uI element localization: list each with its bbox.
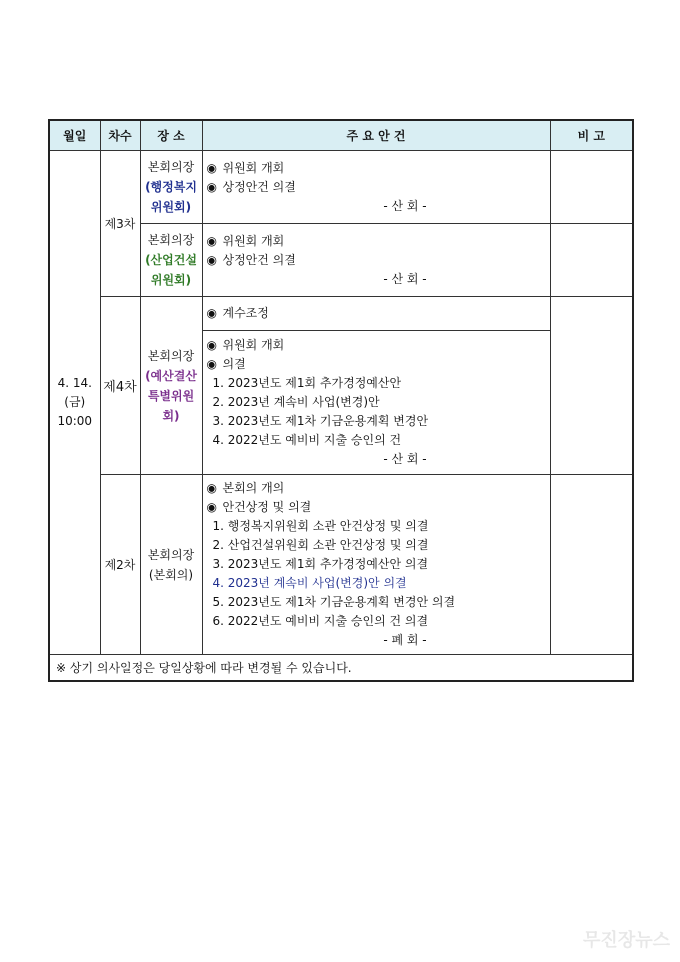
agenda-item: 3. 2023년도 제1회 추가경정예산안 의결 bbox=[212, 557, 429, 571]
header-session: 차수 bbox=[100, 120, 140, 151]
header-remarks: 비 고 bbox=[550, 120, 633, 151]
date-day: 4. 14. bbox=[57, 376, 92, 390]
remarks-cell bbox=[550, 297, 633, 475]
agenda-cell bbox=[202, 475, 550, 655]
header-row bbox=[49, 120, 633, 151]
agenda-bullet: ◉ 본회의 개의 bbox=[207, 479, 544, 498]
watermark-logo: 무진장뉴스 bbox=[583, 930, 670, 951]
agenda-bullet: ◉ 상정안건 의결 bbox=[207, 178, 544, 197]
agenda-cell bbox=[202, 331, 550, 475]
header-place: 장 소 bbox=[140, 120, 202, 151]
agenda-cell bbox=[202, 151, 550, 224]
schedule-table bbox=[48, 119, 634, 682]
session-label: 제4차 bbox=[100, 297, 140, 475]
bullet-icon: ◉ bbox=[206, 481, 217, 495]
remarks-cell bbox=[550, 224, 633, 297]
agenda-item: 5. 2023년도 제1차 기금운용계획 변경안 의결 bbox=[212, 595, 456, 609]
place-name: 본회의장 bbox=[147, 547, 195, 562]
bullet-icon: ◉ bbox=[206, 357, 217, 371]
place-cell bbox=[140, 224, 202, 297]
agenda-item: 1. 행정복지위원회 소관 안건상정 및 의결 bbox=[212, 519, 429, 533]
agenda-bullet: ◉ 위원회 개회 bbox=[207, 232, 544, 251]
agenda-bullet: ◉ 상정안건 의결 bbox=[207, 251, 544, 270]
agenda-bullet: ◉ 위원회 개회 bbox=[207, 336, 544, 355]
agenda-item: 4. 2023년 계속비 사업(변경)안 의결 bbox=[212, 576, 407, 590]
committee-name: 특별위원회) bbox=[147, 388, 195, 423]
session-label: 제3차 bbox=[100, 151, 140, 297]
bullet-icon: ◉ bbox=[206, 179, 217, 194]
date-time: 10:00 bbox=[57, 414, 93, 428]
agenda-cell bbox=[202, 224, 550, 297]
committee-name: 위원회) bbox=[150, 273, 192, 287]
agenda-item: 1. 2023년도 제1회 추가경정예산안 bbox=[212, 376, 402, 390]
bullet-icon: ◉ bbox=[206, 233, 217, 248]
agenda-item: 2. 산업건설위원회 소관 안건상정 및 의결 bbox=[212, 538, 429, 552]
agenda-bullet: ◉ 위원회 개회 bbox=[207, 159, 544, 178]
agenda-bullet: ◉ 의결 bbox=[207, 355, 544, 374]
agenda-cell bbox=[202, 297, 550, 331]
place-name: 본회의장 bbox=[147, 160, 195, 174]
schedule-table-wrap bbox=[48, 119, 632, 682]
bullet-icon: ◉ bbox=[206, 160, 217, 175]
place-cell bbox=[140, 475, 202, 655]
committee-name: (산업건설 bbox=[145, 253, 197, 267]
committee-name: (행정복지 bbox=[145, 180, 197, 194]
table-row bbox=[49, 151, 633, 224]
agenda-closing: - 산 회 - bbox=[383, 452, 427, 466]
header-date: 월일 bbox=[49, 120, 100, 151]
remarks-cell bbox=[550, 151, 633, 224]
date-cell bbox=[49, 151, 100, 655]
table-row bbox=[49, 297, 633, 331]
agenda-closing: - 산 회 - bbox=[383, 271, 427, 286]
committee-name: (본회의) bbox=[148, 567, 194, 582]
remarks-cell bbox=[550, 475, 633, 655]
agenda-item: 4. 2022년도 예비비 지출 승인의 건 bbox=[212, 433, 402, 447]
agenda-item: 2. 2023년 계속비 사업(변경)안 bbox=[212, 395, 380, 409]
bullet-icon: ◉ bbox=[206, 500, 217, 514]
agenda-item: 3. 2023년도 제1차 기금운용계획 변경안 bbox=[212, 414, 429, 428]
bullet-icon: ◉ bbox=[206, 306, 217, 320]
session-label: 제2차 bbox=[100, 475, 140, 655]
agenda-item: 6. 2022년도 예비비 지출 승인의 건 의결 bbox=[212, 614, 429, 628]
agenda-bullet: ◉ 계수조정 bbox=[207, 304, 544, 323]
table-row bbox=[49, 475, 633, 655]
footnote: ※ 상기 의사일정은 당일상황에 따라 변경될 수 있습니다. bbox=[49, 655, 633, 682]
place-name: 본회의장 bbox=[147, 233, 195, 247]
place-name: 본회의장 bbox=[147, 348, 195, 363]
bullet-icon: ◉ bbox=[206, 252, 217, 267]
agenda-bullet: ◉ 안건상정 및 의결 bbox=[207, 498, 544, 517]
date-weekday: (금) bbox=[64, 395, 86, 409]
place-cell bbox=[140, 297, 202, 475]
agenda-closing: - 산 회 - bbox=[383, 198, 427, 213]
header-agenda: 주 요 안 건 bbox=[202, 120, 550, 151]
footnote-row bbox=[49, 655, 633, 682]
place-cell bbox=[140, 151, 202, 224]
committee-name: 위원회) bbox=[150, 200, 192, 214]
agenda-closing: - 폐 회 - bbox=[383, 633, 427, 647]
bullet-icon: ◉ bbox=[206, 338, 217, 352]
committee-name: (예산결산 bbox=[145, 368, 197, 383]
